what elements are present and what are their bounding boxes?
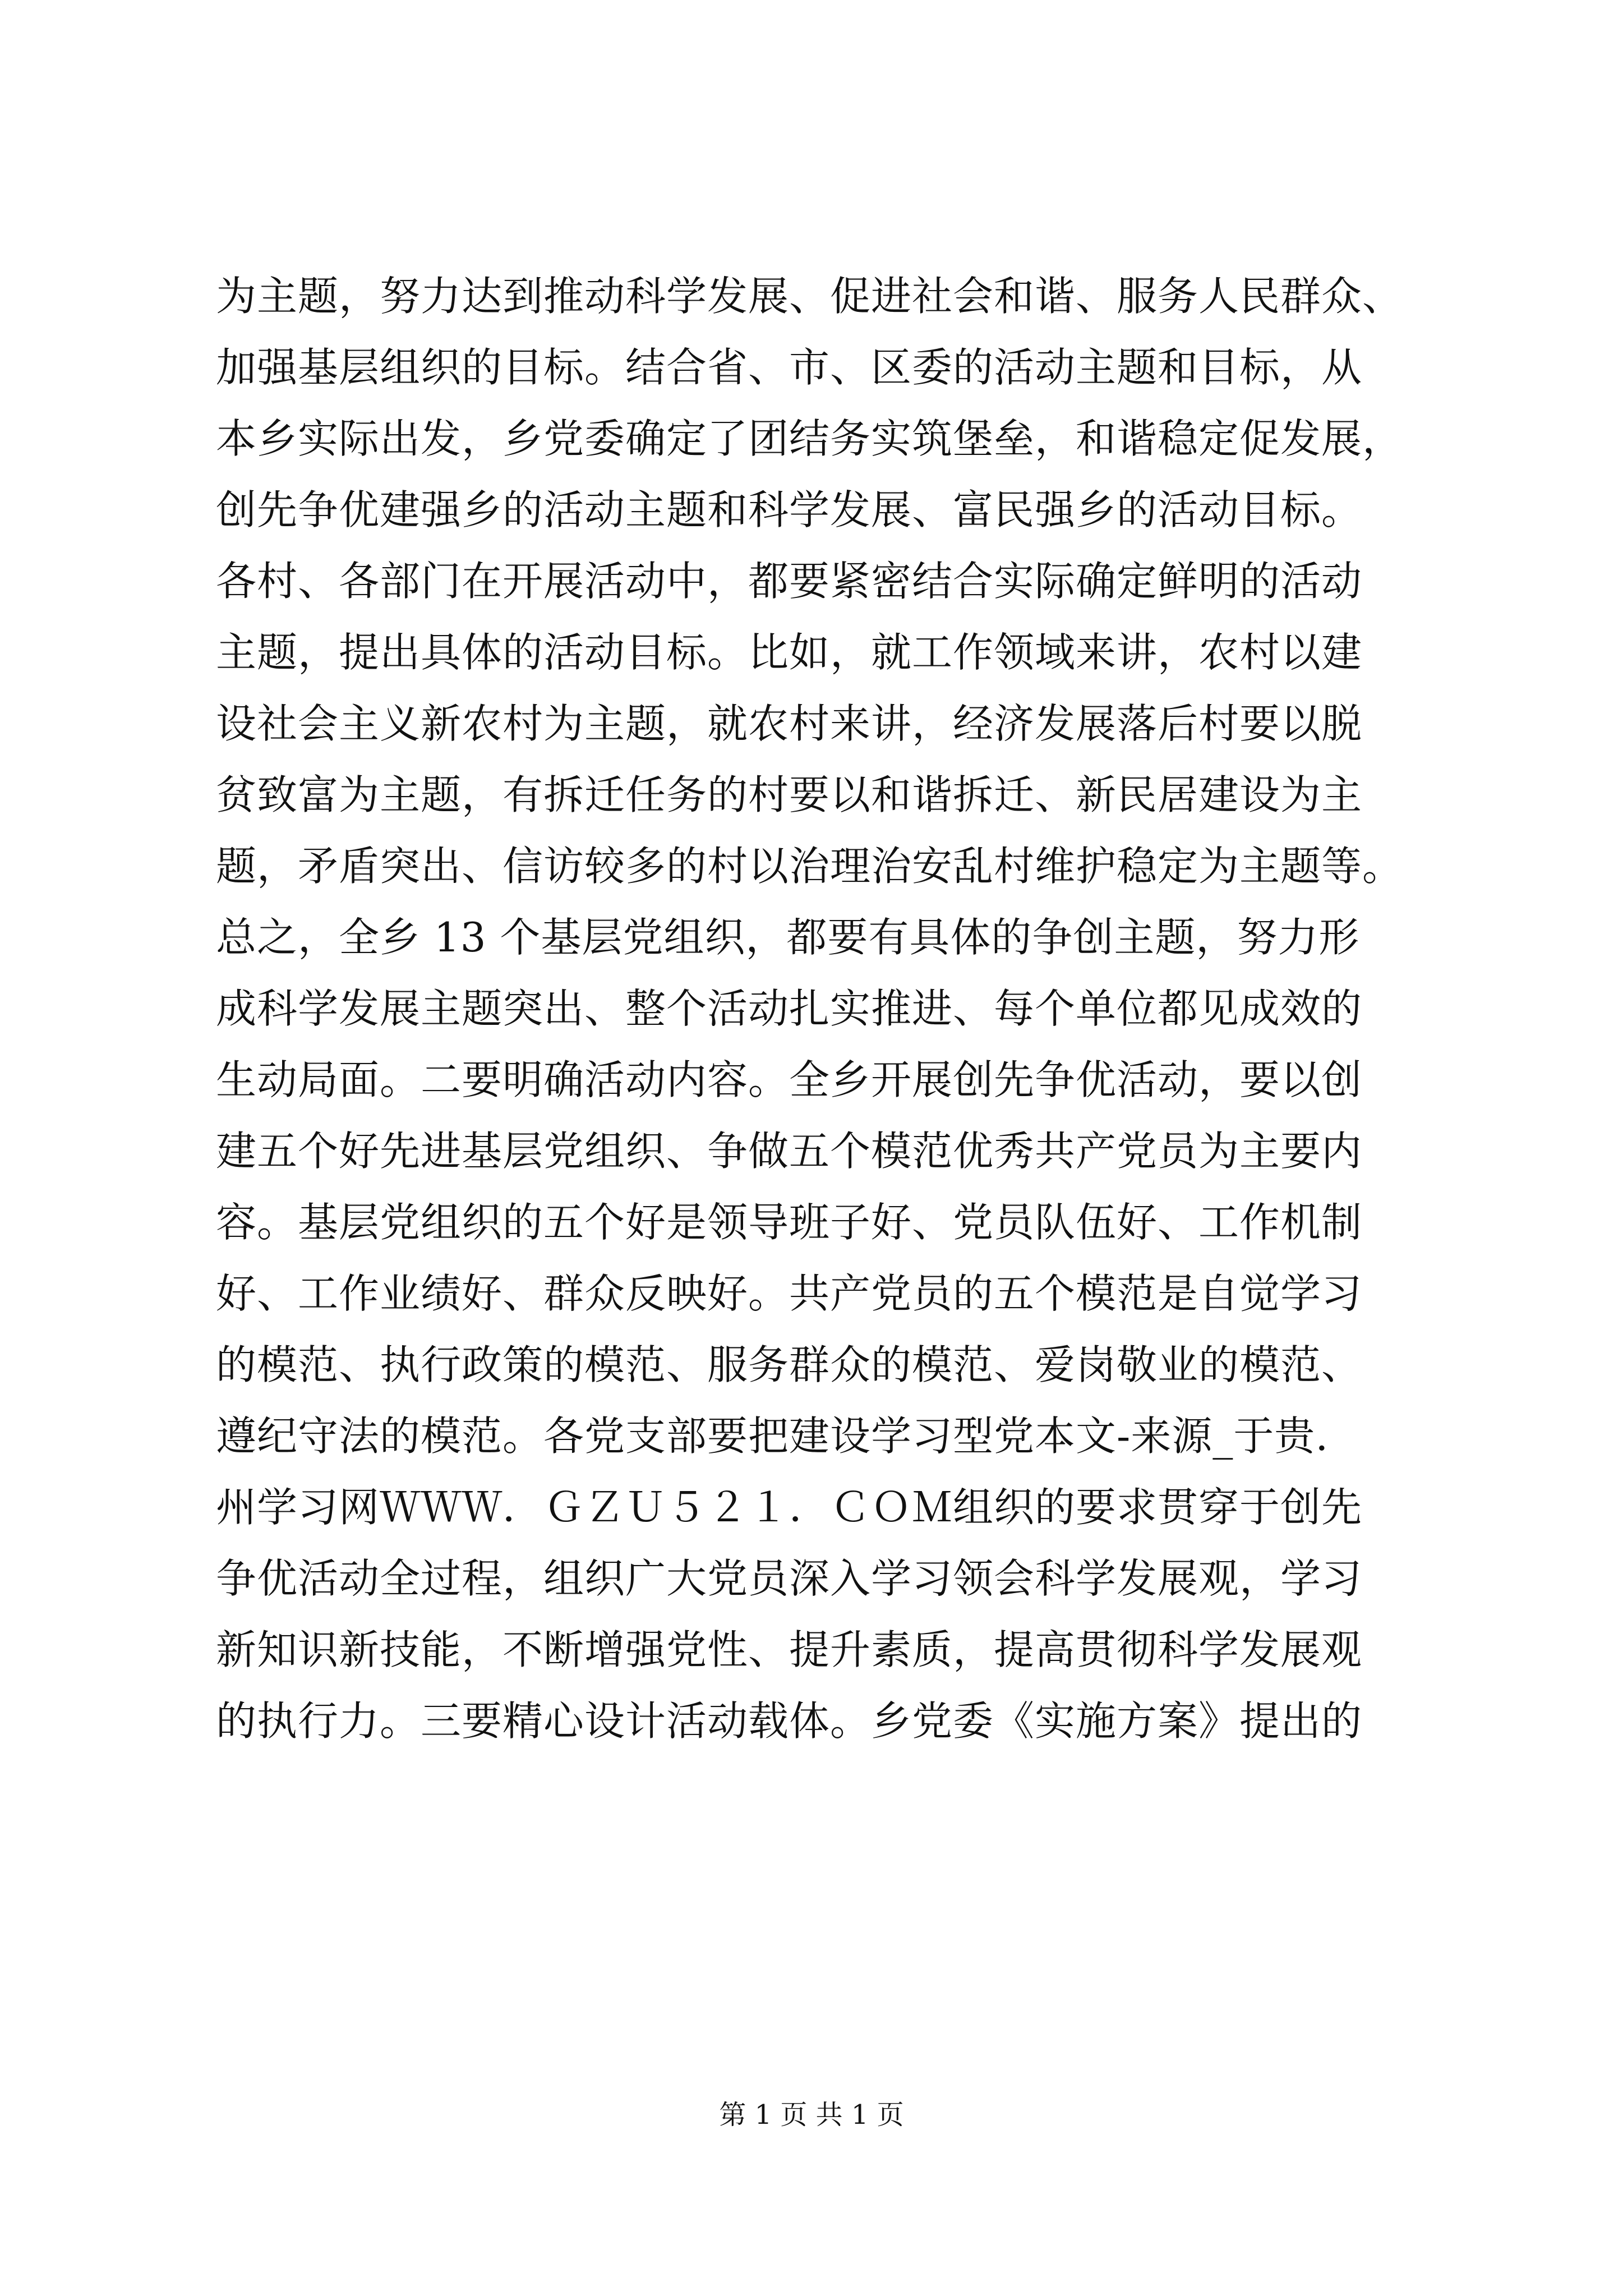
text-line: 争优活动全过程，组织广大党员深入学习领会科学发展观，学习: [216, 1555, 1363, 1602]
text-line: 总之，全乡 13 个基层党组织，都要有具体的争创主题，努力形: [216, 914, 1360, 961]
page-footer: [0, 2098, 1623, 2132]
page-number-label: 第 1 页 共 1 页: [719, 2099, 904, 2131]
text-line: 好、工作业绩好、群众反映好。共产党员的五个模范是自觉学习: [216, 1270, 1363, 1317]
text-line: 本乡实际出发，乡党委确定了团结务实筑堡垒，和谐稳定促发展，: [216, 415, 1404, 462]
text-line: 为主题，努力达到推动科学发展、促进社会和谐、服务人民群众、: [216, 273, 1404, 320]
text-line: 各村、各部门在开展活动中，都要紧密结合实际确定鲜明的活动: [216, 558, 1363, 605]
text-line: 容。基层党组织的五个好是领导班子好、党员队伍好、工作机制: [216, 1199, 1363, 1246]
text-line: 新知识新技能，不断增强党性、提升素质，提高贯彻科学发展观: [216, 1626, 1363, 1673]
text-line: 成科学发展主题突出、整个活动扎实推进、每个单位都见成效的: [216, 985, 1363, 1032]
text-line: 的执行力。三要精心设计活动载体。乡党委《实施方案》提出的: [216, 1697, 1363, 1745]
text-line: 州学习网ＷＷＷ．ＧＺＵ５２１．ＣＯＭ组织的要求贯穿于创先: [216, 1484, 1363, 1531]
text-line: 加强基层组织的目标。结合省、市、区委的活动主题和目标，从: [216, 344, 1363, 391]
text-line: 遵纪守法的模范。各党支部要把建设学习型党本文-来源_于贵.: [216, 1412, 1329, 1460]
text-line: 题，矛盾突出、信访较多的村以治理治安乱村维护稳定为主题等。: [216, 843, 1404, 890]
body-text: [216, 261, 1427, 1757]
text-line: 贫致富为主题，有拆迁任务的村要以和谐拆迁、新民居建设为主: [216, 771, 1363, 818]
text-line: 的模范、执行政策的模范、服务群众的模范、爱岗敬业的模范、: [216, 1341, 1363, 1388]
text-line: 设社会主义新农村为主题，就农村来讲，经济发展落后村要以脱: [216, 700, 1363, 747]
text-line: 创先争优建强乡的活动主题和科学发展、富民强乡的活动目标。: [216, 486, 1363, 533]
text-line: 主题，提出具体的活动目标。比如，就工作领域来讲，农村以建: [216, 629, 1363, 676]
text-line: 建五个好先进基层党组织、争做五个模范优秀共产党员为主要内: [216, 1128, 1363, 1175]
text-line: 生动局面。二要明确活动内容。全乡开展创先争优活动，要以创: [216, 1056, 1363, 1103]
